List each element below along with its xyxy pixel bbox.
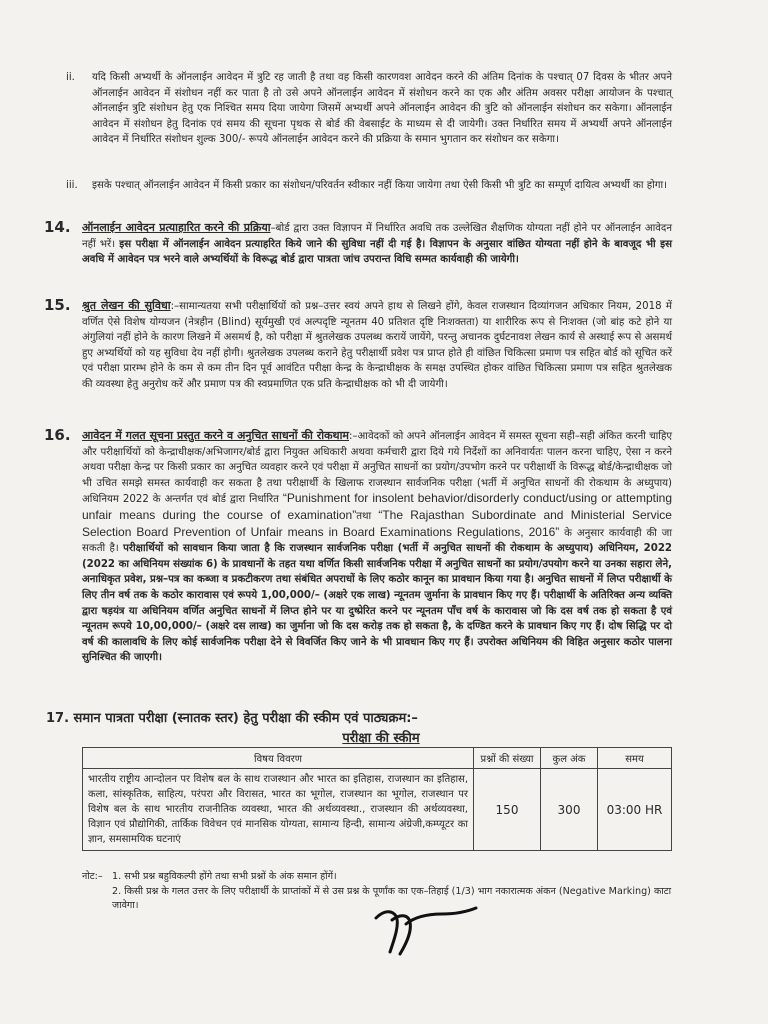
section-16-number: 16. [44,426,71,444]
scheme-subheading [286,728,476,746]
section-15 [82,298,672,393]
header-time: समय [598,748,672,769]
section-14-number: 14. [44,218,71,236]
section-16 [82,428,672,666]
section-17-heading: 17. समान पात्रता परीक्षा (स्नातक स्तर) हेतु परीक्षा की स्कीम एवं पाठ्यक्रम:– [46,711,418,726]
para-iii [92,178,672,194]
header-subject: विषय विवरण [83,748,474,769]
section-16-mid: तथा [356,510,379,522]
scheme-table [82,747,672,851]
section-15-number: 15. [44,296,71,314]
header-marks: कुल अंक [541,748,598,769]
section-14-text: –बोर्ड द्वारा उक्त विज्ञापन में निर्धारित अवधि तक उल्लेखित शैक्षणिक योग्यता नहीं होने पर ऑनलाईन आवेदन नहीं भरें। [82,223,672,250]
section-16-text2: के अनुसार कार्यवाही की जा सकती है। [82,527,673,555]
cell-questions: 150 [474,769,541,851]
scheme-subheading-text: परीक्षा की स्कीम [342,731,420,746]
header-questions: प्रश्नों की संख्या [474,748,541,769]
section-16-english-2: “The Rajasthan Subordinate and Ministerial Service Selection Board Prevention of Unfair means in Board Examinations Regulations, 2016” [82,507,672,539]
note-1: 1. सभी प्रश्न बहुविकल्पी होंगे तथा सभी प्रश्नों के अंक समान होंगें। [112,871,337,882]
section-16-text1: :–आवेदकों को अपने ऑनलाईन आवेदन में समस्त सूचना सही–सही अंकित करनी चाहिए और परीक्षार्थियों को केन्द्राधीक्षक/अभिजागर/बोर्ड द्वारा नियुक्त अधिकारी अथवा कर्मचारी द्वारा दिये गये निर्देशों का अनिवार्यतः पालन करना चाहिए, ऐसा न करने अथवा परीक्षा केन्द्र पर किसी प्रकार का अनुचित व्यवहार करने एवं परीक्षा में अनुचित साधनों का प्रयोग/उपभोग करने पर परीक्षार्थी के विरूद्ध बोर्ड/केन्द्राधीक्षक जो भी उचित समझे समस्त कार्यवाही कर सकता है तथा परीक्षार्थी के खिलाफ राजस्थान सार्वजनिक परीक्षा (भर्ती में अनुचित साधनों की रोकथाम के अध्युपाय) अधिनियम 2022 के अन्तर्गत एवं बोर्ड द्वारा निर्धारित [82,431,672,506]
section-14-heading: ऑनलाईन आवेदन प्रत्याहारित करने की प्रक्रिया [82,221,271,234]
signature-image [370,900,480,960]
section-16-bold: परीक्षार्थियों को सावधान किया जाता है कि राजस्थान सार्वजनिक परीक्षा (भर्ती में अनुचित साधनों की रोकथाम के अध्युपाय) अधिनियम, 2022 (2022 का अधिनियम संख्यांक 6) के प्रावधानों के तहत यथा वर्णित किसी सार्वजनिक परीक्षा में अनुचित साधनों का प्रयोग/उपयोग करने या उनका सहारा लेने, अनाधिकृत प्रवेश, प्रश्न–पत्र का कब्जा व प्रकटीकरण तथा संबंधित अपराधों के लिए कठोर कानून का प्रावधान किया गया है। अनुचित साधनों में लिप्त परीक्षार्थी के लिए तीन वर्ष तक के कठोर कारावास एवं रूपये 1,00,000/– (अक्षरे एक लाख) न्यूनतम जुर्माना के प्रावधान किए गए हैं। परीक्षार्थी के अतिरिक्त अन्य व्यक्ति द्वारा षड़यंत्र या अधिनियम वर्णित अनुचित साधनों में लिप्त होने पर या दुष्प्रेरित करने पर न्यूनतम पाँच वर्ष के कारावास जो कि दस वर्ष तक हो सकता है एवं न्यूनतम रूपये 10,00,000/– (अक्षरे दस लाख) का जुर्माना जो कि दस करोड़ तक हो सकता है, के दण्डित करने के प्रावधान किए गए हैं। दोष सिद्धि पर दो वर्ष की कालावधि के लिए कोई सार्वजनिक परीक्षा देने से विवर्जित किए जाने के भी प्रावधान किए गए हैं। उपरोक्त अधिनियम की विहित अनुसार कठोर पालना सुनिश्चित की जाएगी। [82,543,672,664]
cell-time: 03:00 HR [598,769,672,851]
para-ii-marker: ii. [66,72,75,83]
section-16-heading: आवेदन में गलत सूचना प्रस्तुत करने व अनुचित साधनों की रोकथाम [82,429,349,442]
para-iii-text: इसके पश्चात् ऑनलाईन आवेदन में किसी प्रकार का संशोधन/परिवर्तन स्वीकार नहीं किया जायेगा तथा ऐसी किसी भी त्रुटि का सम्पूर्ण दायित्व अभ्यर्थी का होगा। [92,180,668,191]
section-14 [82,220,672,268]
section-14-bold: इस परीक्षा में ऑनलाईन आवेदन प्रत्याहरित किये जाने की सुविधा नहीं दी गई है। विज्ञापन के अनुसार वांछित योग्यता नहीं होने के बावजूद भी इस अवधि में आवेदन पत्र भरने वाले अभ्यर्थियों के विरूद्ध बोर्ड द्वारा पात्रता जांच उपरान्त विधि सम्मत कार्यवाही की जायेगी। [82,238,672,266]
para-ii-text: यदि किसी अभ्यर्थी के ऑनलाईन आवेदन में त्रुटि रह जाती है तथा वह किसी कारणवश आवेदन करने की अंतिम दिनांक के पश्चात् 07 दिवस के भीतर अपने ऑनलाईन आवेदन में संशोधन नहीं कर पाता है तो उसे अपने ऑनलाईन आवेदन में संशोधन करने का एक और अंतिम अवसर परीक्षा आयोजन के पश्चात् ऑनलाईन त्रुटि संशोधन हेतु एक निश्चित समय दिया जायेगा जिसमें अभ्यर्थी अपने ऑनलाईन आवेदन की त्रुटि को ऑनलाईन संशोधन कर सकेगा। ऑनलाईन आवेदन में संशोधन हेतु दिनांक एवं समय की सूचना पृथक से बोर्ड की वेबसाईट के माध्यम से दी जायेगी। उक्त निर्धारित समय में अभ्यर्थी अपने ऑनलाईन आवेदन में निर्धारित संशोधन शुल्क 300/- रूपये ऑनलाईन आवेदन करने की प्रक्रिया के समान भुगतान कर संशोधन कर सकेगा। [92,72,672,146]
note-prefix: नोट:– [82,871,103,882]
para-iii-marker: iii. [66,180,78,191]
section-16-english-1: “Punishment for insolent behavior/disorderly conduct/using or attempting unfair means during the course of examination” [82,491,672,522]
section-15-text: :–सामान्यतया सभी परीक्षार्थियों को प्रश्न–उत्तर स्वयं अपने हाथ से लिखने होंगे, केवल राजस्थान दिव्यांगजन अधिकार नियम, 2018 में वर्णित ऐसे विशेष योग्यजन (नेत्रहीन (Blind) सूर्यमुखी एवं अल्पदृष्टि न्यूनतम 40 प्रतिशत दृष्टि निःशक्तता) या शारीरिक रूप से निःशक्त (जो बांह कटे होने या अंगुलियां नहीं होने के कारण लिखने में असमर्थ है, को परीक्षा में श्रुतलेखक उपलब्ध करायें जायेंगे, परन्तु अचानक दुर्घटनावश लेखन कार्य से अस्थाई रूप से असमर्थ हुए अभ्यर्थियों को यह सुविधा देय नहीं होगी। श्रुतलेखक उपलब्ध कराने हेतु परीक्षार्थी प्रवेश पत्र प्राप्त होते ही वांछित चिकित्सा प्रमाण पत्र सहित बोर्ड को सूचित करें एवं परीक्षा प्रारम्भ होने के कम से कम तीन दिन पूर्व आवंटित परीक्षा केन्द्र के केन्द्राधीक्षक के समक्ष उपस्थित होकर वांछित चिकित्सा प्रमाण पत्र सहित श्रुतलेखक की व्यवस्था हेतु अनुरोध करें और प्रमाण पत्र की स्वप्रमाणित एक प्रति केन्द्राधीक्षक को भी दी जायेगी। [82,301,672,390]
note-2: 2. किसी प्रश्न के गलत उत्तर के लिए परीक्षार्थी के प्राप्तांकों में से उस प्रश्न के पूर्णांक का एक–तिहाई (1/3) भाग नकारात्मक अंकन (Negative Marking) काटा जावेगा। [112,886,672,911]
cell-subject: भारतीय राष्ट्रीय आन्दोलन पर विशेष बल के साथ राजस्थान और भारत का इतिहास, राजस्थान का इतिहास, कला, सांस्कृतिक, साहित्य, परंपरा और विरासत, भारत का भूगोल, राजस्थान का भूगोल, राजस्थान पर विशेष बल के साथ भारतीय राजनीतिक व्यवस्था, भारत की अर्थव्यवस्था., राजस्थान की अर्थव्यवस्था, विज्ञान एवं प्रौद्योगिकी, तार्किक विवेचन एवं मानसिक योग्यता, सामान्य हिन्दी, सामान्य अंग्रेजी,कम्प्यूटर का ज्ञान, समसामयिक घटनाएं [83,769,474,851]
table-row [83,769,672,851]
scheme-table-wrap [82,747,672,851]
cell-marks: 300 [541,769,598,851]
section-15-heading: श्रुत लेखन की सुविधा [82,299,171,312]
para-ii [92,70,672,148]
table-header-row [83,748,672,769]
